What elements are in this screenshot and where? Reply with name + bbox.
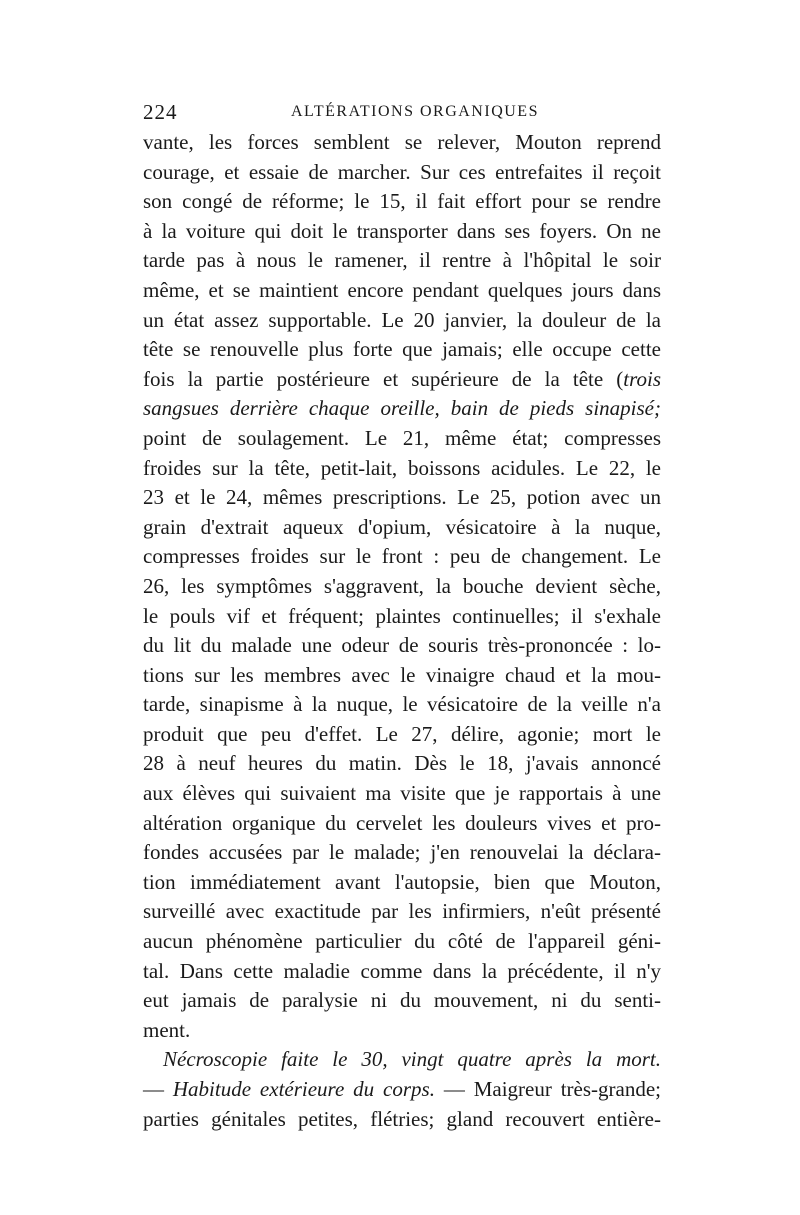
text-line: tarde, sinapisme à la nuque, le vésicatoire de la veille n'a (143, 692, 661, 717)
body-text (143, 128, 661, 1134)
text-line: ment. (143, 1017, 191, 1042)
italic-segment: trois (623, 366, 661, 391)
text-line: compresses froides sur le front : peu de changement. Le (143, 544, 661, 569)
text-line: produit que peu d'effet. Le 27, délire, agonie; mort le (143, 721, 661, 746)
text-line: son congé de réforme; le 15, il fait effort pour se rendre (143, 189, 661, 214)
text-line (143, 365, 661, 395)
text-line-italic: sangsues derrière chaque oreille, bain de pieds sinapisé; (143, 396, 661, 421)
text-segment: fois la partie postérieure et supérieure de la tête ( (143, 366, 624, 391)
text-line (143, 1075, 661, 1105)
text-line: tarde pas à nous le ramener, il rentre à l'hôpital le soir (143, 248, 661, 273)
section-heading-line: Nécroscopie faite le 30, vingt quatre après la mort. (163, 1047, 661, 1072)
text-line: courage, et essaie de marcher. Sur ces entrefaites il reçoit (143, 159, 661, 184)
text-line: vante, les forces semblent se relever, Mouton reprend (143, 130, 661, 154)
text-segment: — Maigreur très-grande; (434, 1077, 662, 1101)
text-line: aux élèves qui suivaient ma visite que je rapportais à une (143, 781, 661, 806)
italic-segment: Habitude extérieure du corps. (172, 1077, 435, 1101)
page-header (143, 100, 661, 124)
text-line: surveillé avec exactitude par les infirmiers, n'eût présenté (143, 899, 661, 924)
text-line: point de soulagement. Le 21, même état; compresses (143, 425, 661, 450)
text-line: du lit du malade une odeur de souris très-prononcée : lo- (143, 633, 661, 658)
text-line: tions sur les membres avec le vinaigre chaud et la mou- (143, 662, 661, 687)
text-line: 26, les symptômes s'aggravent, la bouche devient sèche, (143, 573, 661, 598)
text-line: 28 à neuf heures du matin. Dès le 18, j'avais annoncé (143, 751, 661, 776)
running-title: ALTÉRATIONS ORGANIQUES (291, 103, 539, 120)
text-line: aucun phénomène particulier du côté de l'appareil géni- (143, 929, 661, 954)
text-line: altération organique du cervelet les douleurs vives et pro- (143, 810, 661, 835)
text-line: fondes accusées par le malade; j'en renouvelai la déclara- (143, 840, 661, 865)
text-line: tête se renouvelle plus forte que jamais; elle occupe cette (143, 337, 661, 362)
text-line: un état assez supportable. Le 20 janvier, la douleur de la (143, 307, 661, 332)
text-line: même, et se maintient encore pendant quelques jours dans (143, 277, 661, 302)
text-line: le pouls vif et fréquent; plaintes continuelles; il s'exhale (143, 603, 661, 628)
text-line: froides sur la tête, petit-lait, boissons acidules. Le 22, le (143, 455, 661, 480)
text-line: eut jamais de paralysie ni du mouvement, ni du senti- (143, 988, 661, 1013)
page-number: 224 (143, 100, 178, 124)
text-line: tion immédiatement avant l'autopsie, bien que Mouton, (143, 869, 661, 894)
text-segment: — (143, 1077, 173, 1101)
text-line: grain d'extrait aqueux d'opium, vésicatoire à la nuque, (143, 514, 661, 539)
text-line: parties génitales petites, flétries; gland recouvert entière- (143, 1106, 661, 1131)
text-line: tal. Dans cette maladie comme dans la précédente, il n'y (143, 958, 661, 983)
text-line: 23 et le 24, mêmes prescriptions. Le 25, potion avec un (143, 485, 661, 510)
text-line: à la voiture qui doit le transporter dans ses foyers. On ne (143, 218, 661, 243)
